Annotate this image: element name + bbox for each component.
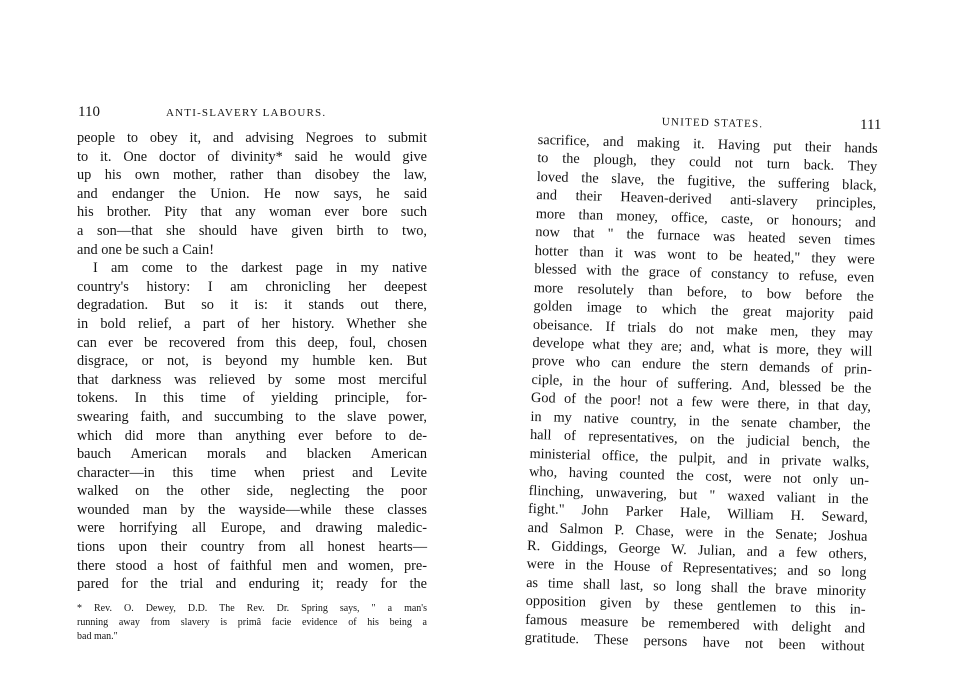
text-line: and endanger the Union. He now says, he said (77, 185, 427, 202)
text-line: blessed with the grace of constancy to refuse, even (534, 261, 875, 287)
text-line: country's history: I am chronicling her deepest (77, 278, 427, 295)
text-line: pared for the trial and enduring it; ready for the (77, 576, 427, 593)
text-line: bauch American morals and blacken American (77, 446, 427, 463)
text-line: R. Giddings, George W. Julian, and a few others, (526, 537, 868, 563)
text-line: walked on the other side, neglecting the poor (77, 483, 427, 500)
text-line: degradation. But so it is: it stands out there, (77, 297, 427, 314)
text-line: character—in this time when priest and Levite (77, 464, 427, 481)
text-line: more than money, office, caste, or honours; and (535, 205, 876, 231)
text-line: now that " the furnace was heated seven times (535, 224, 876, 250)
text-line: in bold relief, a part of her history. Whether she (77, 315, 427, 332)
text-line: there stood a host of faithful men and women, pre- (77, 557, 427, 574)
body-text (77, 129, 427, 594)
text-line: I am come to the darkest page in my native (93, 260, 427, 277)
text-line: sacrifice, and making it. Having put their hands (537, 131, 878, 157)
text-line: golden image to which the great majority paid (533, 298, 874, 323)
text-line: develope what they are; and, what is more, they will (532, 334, 873, 360)
text-line: who, having counted the cost, were not only un- (528, 464, 870, 489)
text-line: opposition given by these gentlemen to this in- (525, 593, 866, 619)
running-head: ANTI-SLAVERY LABOURS. (166, 107, 327, 119)
text-line: tions upon their country from all honest hearts— (77, 539, 427, 556)
right-page (490, 0, 980, 693)
page-number: 111 (860, 117, 882, 133)
text-line: up his own mother, rather than disobey the law, (77, 167, 427, 184)
text-line: prove who can endure the stern demands of prin- (531, 353, 873, 379)
text-line: obeisance. If trials do not make men, they may (532, 316, 874, 342)
footnote-line: running away from slavery is primâ facie evidence of his being a (77, 617, 427, 628)
footnote-line: bad man." (77, 631, 118, 642)
text-line: can ever be recovered from this deep, foul, chosen (77, 334, 427, 351)
page-number: 110 (78, 104, 100, 120)
footnote-line: * Rev. O. Dewey, D.D. The Rev. Dr. Spring says, " a man's (77, 603, 427, 614)
text-line: loved the slave, the fugitive, the suffering black, (536, 168, 877, 194)
text-line: ciple, in the hour of suffering. And, blessed be the (531, 371, 872, 397)
text-line: flinching, unwavering, but " waxed valiant in the (528, 482, 869, 508)
text-line: more resolutely than before, to bow before the (533, 279, 874, 305)
text-line: were horrifying all Europe, and drawing maledic- (77, 520, 427, 537)
text-line: a son—that she should have given birth to two, (77, 222, 427, 239)
text-line: and one be such a Cain! (77, 241, 214, 258)
text-line: and their Heaven-derived anti-slavery principles, (536, 187, 877, 213)
text-line: wounded man by the wayside—while these classes (77, 501, 427, 518)
text-line: which did more than anything ever before to de- (77, 427, 427, 444)
text-line: hall of representatives, on the judicial bench, the (529, 427, 871, 453)
text-line: that darkness was relieved by some most merciful (77, 371, 427, 388)
text-line: to it. One doctor of divinity* said he would give (77, 148, 427, 165)
text-line: hotter than it was wont to be heated," they were (534, 242, 875, 268)
text-line: disgrace, or not, is beyond my humble ken. But (77, 353, 427, 370)
text-line: famous measure be remembered with delight and (524, 611, 866, 637)
footnote (77, 602, 427, 644)
body-text (524, 131, 877, 656)
text-line: as time shall last, so long shall the brave minority (525, 574, 867, 600)
text-line: people to obey it, and advising Negroes to submit (77, 130, 427, 146)
text-line: God of the poor! not a few were there, in that day, (530, 390, 872, 416)
text-line: swearing faith, and succumbing to the slave power, (77, 408, 427, 425)
text-line: his brother. Pity that any woman ever bore such (77, 204, 427, 221)
text-line: tokens. In this time of yielding principle, for- (77, 390, 427, 407)
text-line: gratitude. These persons have not been without (524, 630, 865, 655)
running-head: UNITED STATES. (661, 116, 764, 131)
text-line: ministerial office, the pulpit, and in private walks, (529, 445, 870, 471)
text-line: and Salmon P. Chase, were in the Senate; Joshua (527, 519, 868, 545)
text-line: fight." John Parker Hale, William H. Seward, (527, 500, 869, 526)
text-line: to the plough, they could not turn back. They (537, 150, 878, 176)
text-line: were in the House of Representatives; and so long (526, 556, 867, 582)
text-line: in my native country, in the senate chamber, the (530, 408, 871, 434)
